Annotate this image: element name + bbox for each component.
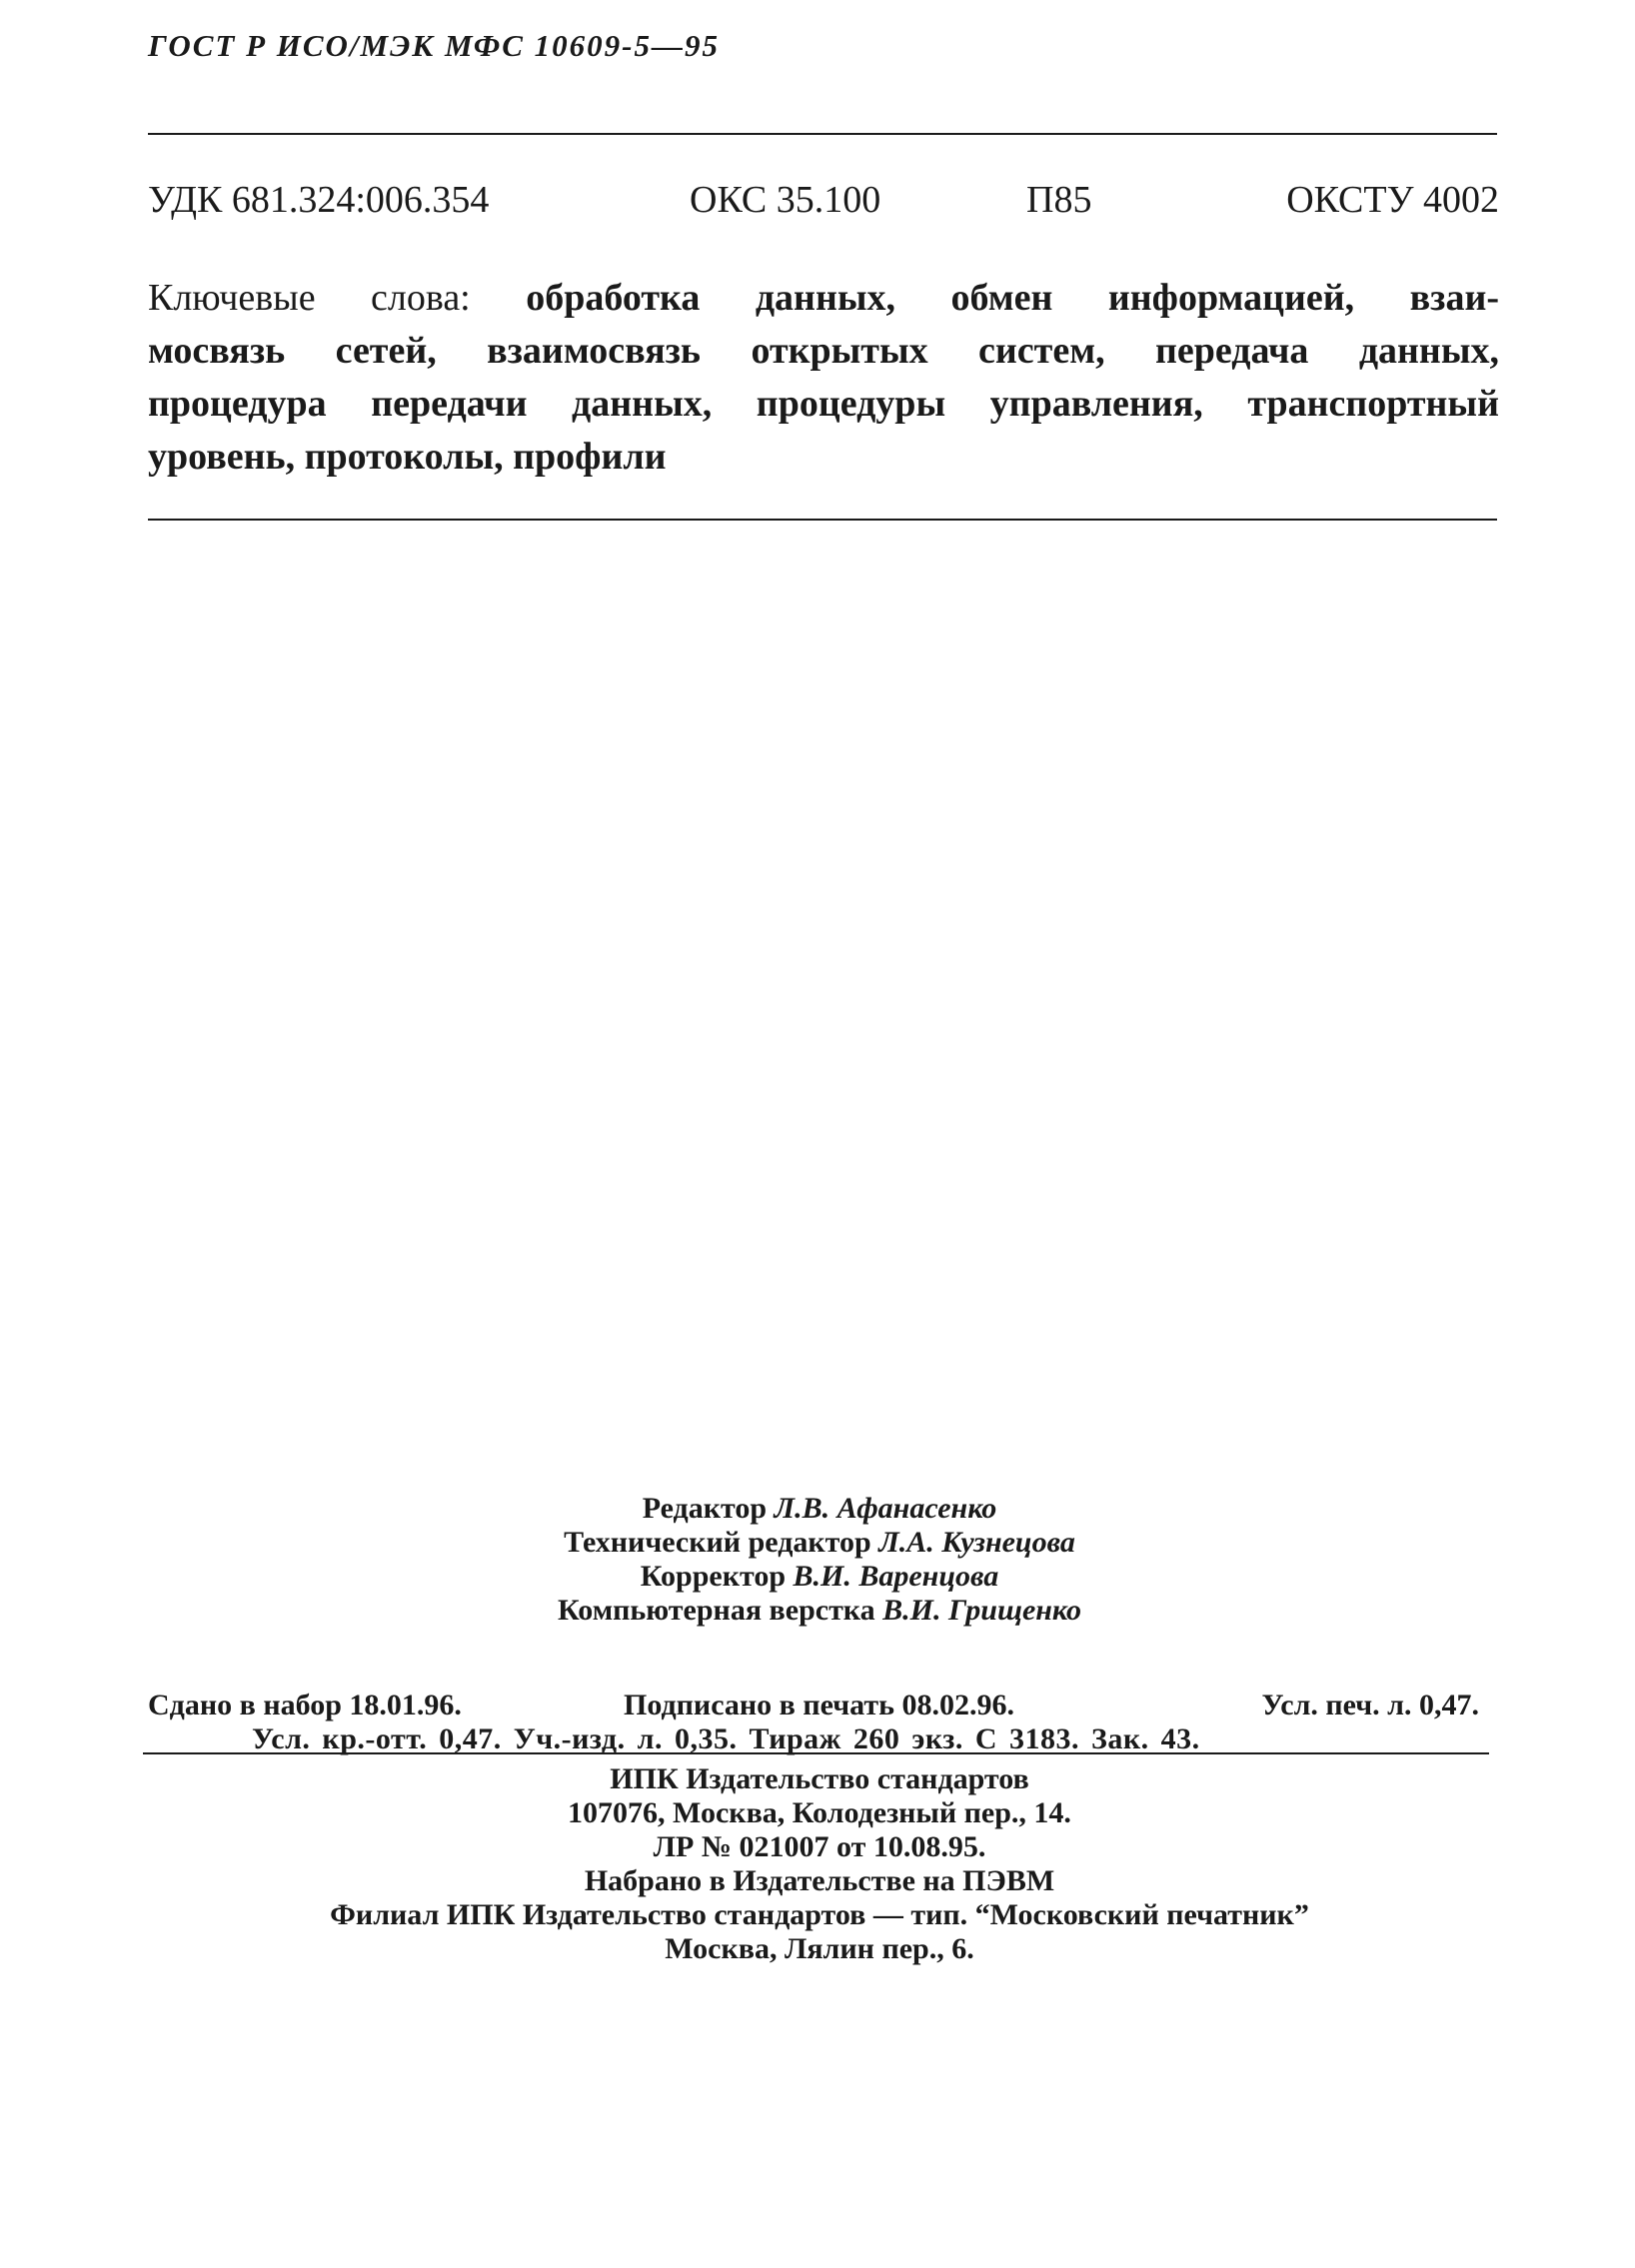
imprint-divider <box>143 1752 1489 1754</box>
keywords-text: обработка данных, обмен информацией, взаи- <box>470 277 1499 319</box>
credit-name: В.И. Варенцова <box>793 1560 999 1593</box>
credit-editor <box>470 1492 1169 1526</box>
keywords-line: уровень, протоколы, профили <box>148 436 667 478</box>
udk-code: УДК 681.324:006.354 <box>148 179 490 221</box>
keywords-line: мосвязь сетей, взаимосвязь открытых систем, передача данных, <box>148 330 1499 372</box>
colophon-line: 107076, Москва, Колодезный пер., 14. <box>568 1796 1071 1829</box>
credit-tech-editor <box>470 1526 1169 1560</box>
colophon-line: Набрано в Издательстве на ПЭВМ <box>584 1864 1055 1897</box>
p-code: П85 <box>1026 179 1092 221</box>
colophon-line: Филиал ИПК Издательство стандартов — тип. “Московский печатник” <box>330 1898 1309 1931</box>
keywords-line <box>148 272 1499 325</box>
editorial-credits <box>470 1492 1169 1628</box>
publisher-colophon <box>220 1762 1419 1966</box>
oks-code: ОКС 35.100 <box>690 179 881 221</box>
colophon-line: ИПК Издательство стандартов <box>610 1762 1029 1795</box>
imprint-signed-date: Подписано в печать 08.02.96. <box>624 1689 1014 1721</box>
imprint-details-row: Усл. кр.-отт. 0,47. Уч.-изд. л. 0,35. Тираж 260 экз. С 3183. Зак. 43. <box>252 1722 1200 1755</box>
credit-role: Корректор <box>640 1560 787 1593</box>
credit-proofreader <box>470 1560 1169 1594</box>
keywords-line: процедура передачи данных, процедуры управления, транспортный <box>148 383 1499 425</box>
keywords-label: Ключевые слова: <box>148 277 471 319</box>
classification-row <box>148 178 1499 228</box>
credit-role: Редактор <box>642 1492 768 1525</box>
top-divider <box>148 133 1497 135</box>
standard-code-header: ГОСТ Р ИСО/МЭК МФС 10609-5—95 <box>148 28 720 63</box>
colophon-line: Москва, Лялин пер., 6. <box>665 1932 974 1965</box>
credit-role: Компьютерная верстка <box>558 1594 875 1627</box>
colophon-line: ЛР № 021007 от 10.08.95. <box>653 1830 986 1863</box>
credit-layout <box>470 1594 1169 1628</box>
keywords-divider <box>148 519 1497 521</box>
imprint-set-date: Сдано в набор 18.01.96. <box>148 1689 462 1721</box>
okstu-code: ОКСТУ 4002 <box>1286 179 1499 221</box>
imprint-print-sheets: Усл. печ. л. 0,47. <box>1261 1689 1479 1721</box>
credit-name: В.И. Грищенко <box>882 1594 1081 1627</box>
credit-name: Л.В. Афанасенко <box>774 1492 997 1525</box>
credit-role: Технический редактор <box>564 1526 871 1559</box>
keywords-paragraph <box>148 272 1499 484</box>
credit-name: Л.А. Кузнецова <box>878 1526 1075 1559</box>
